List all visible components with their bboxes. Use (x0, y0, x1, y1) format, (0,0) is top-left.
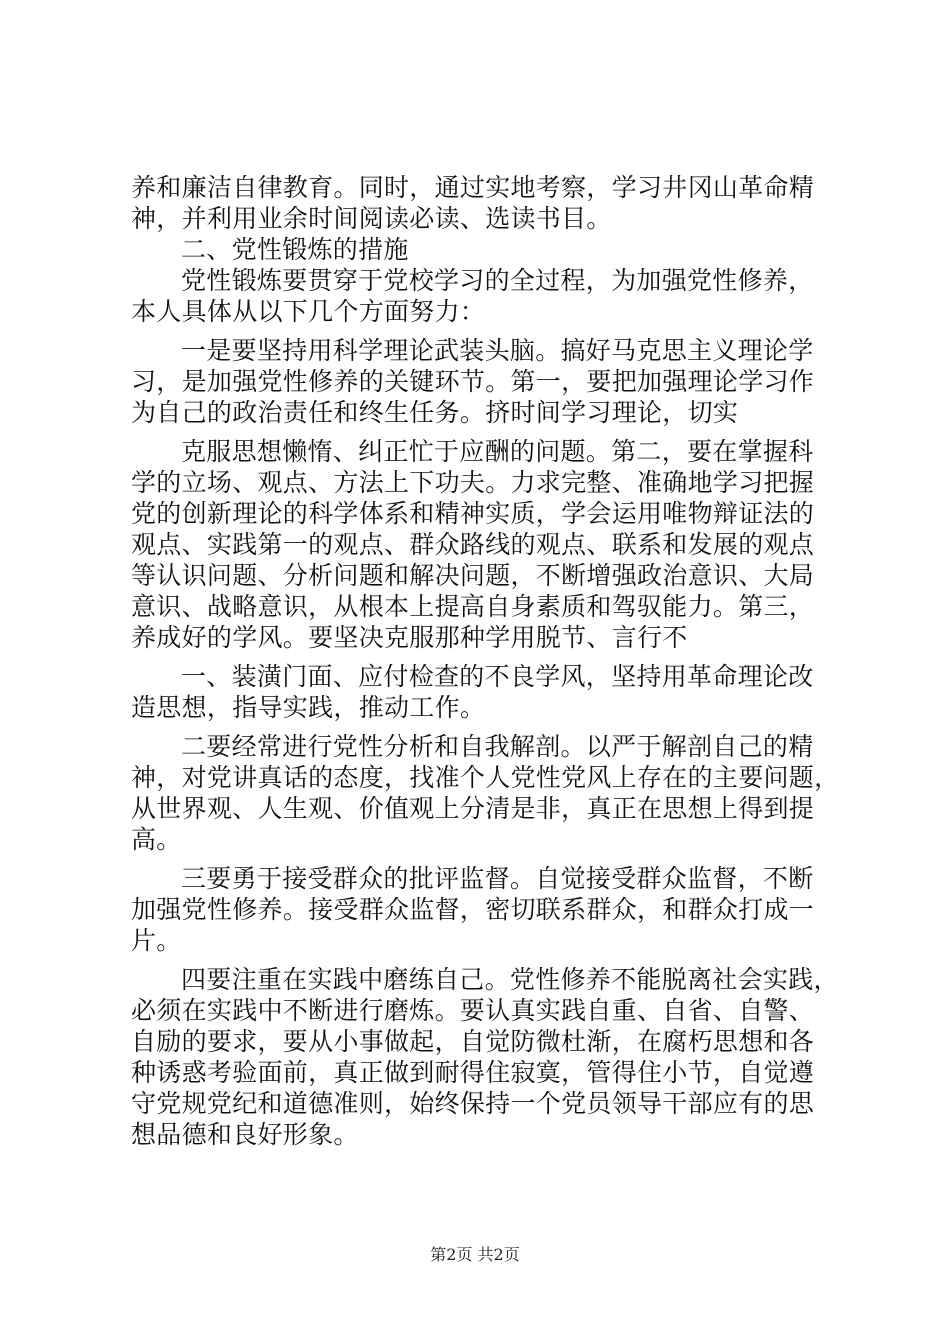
text-line: 为自己的政治责任和终生任务。挤时间学习理论，切实 (131, 398, 739, 427)
text-line: 高。 (131, 825, 182, 854)
text-line: 党的创新理论的科学体系和精神实质，学会运用唯物辩证法的 (131, 499, 815, 528)
text-line: 观点、实践第一的观点、群众路线的观点、联系和发展的观点 (131, 530, 815, 559)
text-line: 意识、战略意识，从根本上提高自身素质和驾驭能力。第三， (131, 592, 815, 621)
text-line: 本人具体从以下几个方面努力： (131, 297, 486, 326)
text-line: 二、党性锻炼的措施 (181, 235, 409, 264)
text-line: 自励的要求，要从小事做起，自觉防微杜渐，在腐朽思想和各 (131, 1027, 815, 1056)
text-line: 学的立场、观点、方法上下功夫。力求完整、准确地学习把握 (131, 468, 815, 497)
text-line: 一、装潢门面、应付检查的不良学风，坚持用革命理论改 (181, 662, 814, 691)
text-line: 神，对党讲真话的态度，找准个人党性党风上存在的主要问题， (131, 763, 840, 792)
text-line: 种诱惑考验面前，真正做到耐得住寂寞，管得住小节，自觉遵 (131, 1058, 815, 1087)
text-line: 习，是加强党性修养的关键环节。第一，要把加强理论学习作 (131, 367, 815, 396)
page-footer (0, 1245, 950, 1265)
text-line: 神，并利用业余时间阅读必读、选读书目。 (131, 204, 612, 233)
text-line: 守党规党纪和道德准则，始终保持一个党员领导干部应有的思 (131, 1089, 815, 1118)
text-line: 必须在实践中不断进行磨炼。要认真实践自重、自省、自警、 (131, 996, 815, 1025)
text-line: 二要经常进行党性分析和自我解剖。以严于解剖自己的精 (181, 732, 814, 761)
text-line: 一是要坚持用科学理论武装头脑。搞好马克思主义理论学 (181, 336, 814, 365)
text-line: 从世界观、人生观、价值观上分清是非，真正在思想上得到提 (131, 794, 815, 823)
text-line: 克服思想懒惰、纠正忙于应酬的问题。第二，要在掌握科 (181, 437, 814, 466)
text-line: 养成好的学风。要坚决克服那种学用脱节、言行不 (131, 623, 688, 652)
text-line: 三要勇于接受群众的批评监督。自觉接受群众监督，不断 (181, 864, 814, 893)
page-number-label: 第2页 共2页 (430, 1245, 520, 1264)
text-line: 等认识问题、分析问题和解决问题，不断增强政治意识、大局 (131, 561, 815, 590)
text-line: 造思想，指导实践，推动工作。 (131, 693, 486, 722)
text-line: 养和廉洁自律教育。同时，通过实地考察，学习井冈山革命精 (131, 173, 815, 202)
document-body (131, 172, 840, 1150)
text-line: 片。 (131, 926, 182, 955)
text-line: 想品德和良好形象。 (131, 1120, 359, 1149)
text-line: 党性锻炼要贯穿于党校学习的全过程，为加强党性修养， (181, 266, 814, 295)
text-line: 四要注重在实践中磨练自己。党性修养不能脱离社会实践， (181, 965, 839, 994)
text-line: 加强党性修养。接受群众监督，密切联系群众，和群众打成一 (131, 895, 815, 924)
